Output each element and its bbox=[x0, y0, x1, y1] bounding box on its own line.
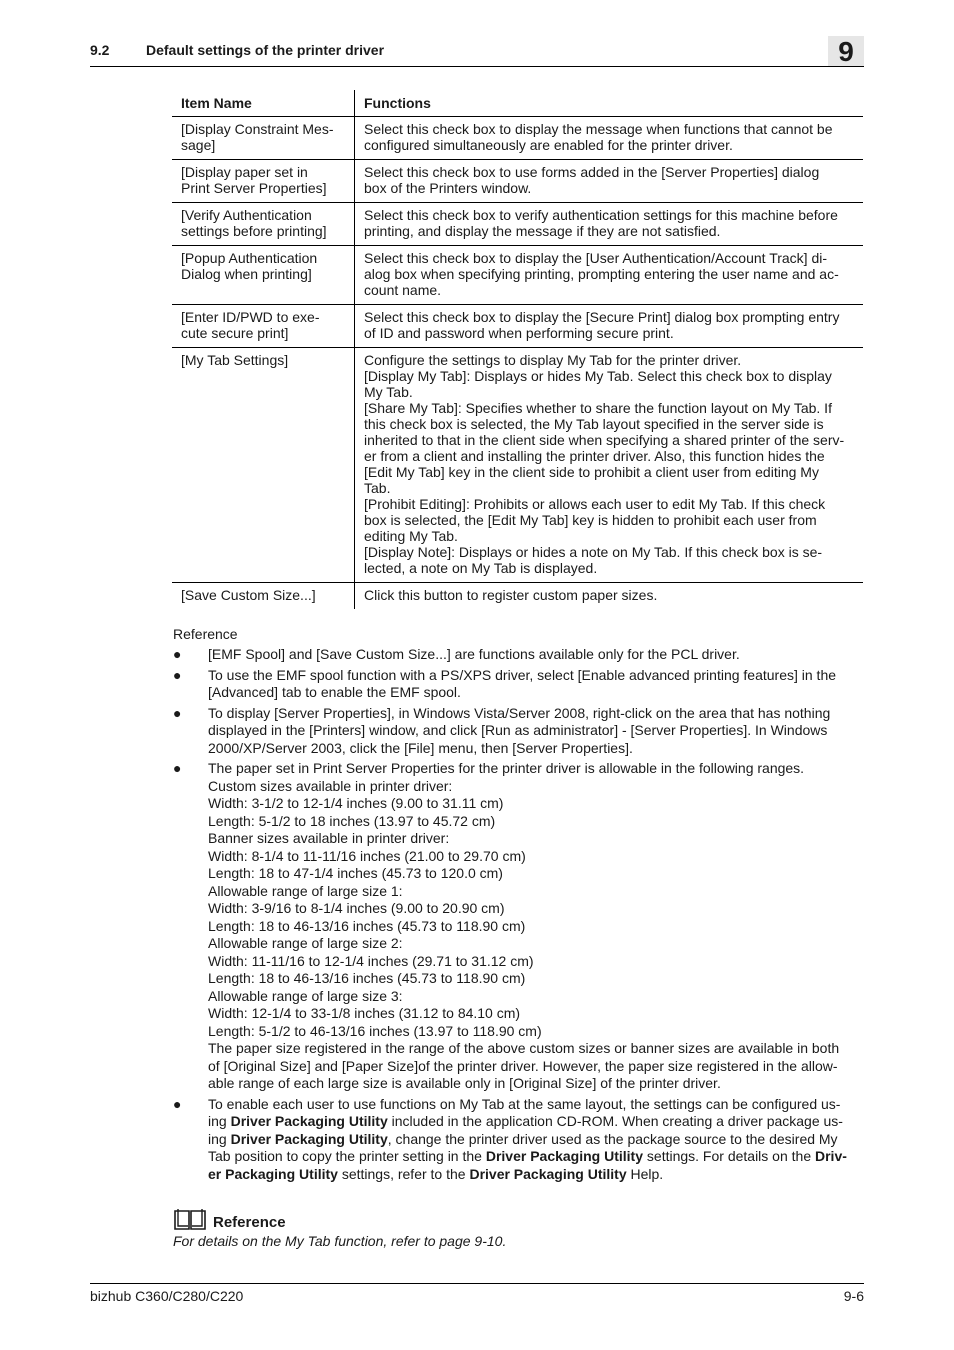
bullet-line: [EMF Spool] and [Save Custom Size...] are functions available only for the PCL driver. bbox=[208, 646, 740, 662]
bullet-line: Width: 11-11/16 to 12-1/4 inches (29.71 to 31.12 cm) bbox=[208, 952, 534, 969]
bullet-line: 2000/XP/Server 2003, click the [File] menu, then [Server Properties]. bbox=[208, 739, 633, 756]
functions-cell bbox=[355, 203, 864, 246]
bullet-dot: ● bbox=[173, 646, 182, 662]
functions-cell bbox=[355, 348, 864, 583]
section-number: 9.2 bbox=[90, 42, 110, 58]
list-item bbox=[173, 760, 865, 1093]
cell-line: [My Tab Settings] bbox=[181, 352, 289, 368]
cell-line: Dialog when printing] bbox=[181, 266, 312, 282]
cell-line: Select this check box to display the [Secure Print] dialog box prompting entry bbox=[364, 309, 840, 325]
reference-title: Reference bbox=[213, 1214, 286, 1231]
bullet-line: able range of each large size is available only in [Original Size] of the printer driver. bbox=[208, 1075, 721, 1091]
item-name-cell bbox=[172, 117, 355, 160]
bullet-line: Custom sizes available in printer driver: bbox=[208, 777, 453, 794]
reference-link-text[interactable]: For details on the My Tab function, refer to page 9-10. bbox=[173, 1233, 507, 1249]
cell-line: configured simultaneously are enabled for the printer driver. bbox=[364, 137, 733, 153]
cell-line: [Prohibit Editing]: Prohibits or allows each user to edit My Tab. If this check bbox=[364, 496, 826, 512]
cell-line: [Display paper set in bbox=[181, 164, 308, 180]
cell-line: box of the Printers window. bbox=[364, 180, 532, 196]
cell-line: Print Server Properties] bbox=[181, 180, 327, 196]
cell-line: settings before printing] bbox=[181, 223, 327, 239]
cell-line: printing, and display the message if they are not satisfied. bbox=[364, 223, 721, 239]
table-row bbox=[172, 203, 863, 246]
section-title: Default settings of the printer driver bbox=[146, 42, 385, 58]
table-row bbox=[172, 583, 863, 610]
cell-line: [Popup Authentication bbox=[181, 250, 318, 266]
bullet-line: [Advanced] tab to enable the EMF spool. bbox=[208, 684, 461, 700]
cell-line: [Edit My Tab] key in the client side to prohibit a client user from editing My bbox=[364, 464, 819, 480]
bullet-line: Width: 8-1/4 to 11-11/16 inches (21.00 to 29.70 cm) bbox=[208, 847, 526, 864]
cell-line: [Display Constraint Mes- bbox=[181, 121, 334, 137]
cell-line: My Tab. bbox=[364, 384, 413, 400]
table-row bbox=[172, 160, 863, 203]
cell-line: sage] bbox=[181, 137, 216, 153]
bullet-dot: ● bbox=[173, 704, 182, 721]
functions-cell bbox=[355, 246, 864, 305]
functions-cell bbox=[355, 117, 864, 160]
cell-line: [Display Note]: Displays or hides a note on My Tab. If this check box is se- bbox=[364, 544, 823, 560]
reference-bullet-list bbox=[173, 646, 865, 1186]
bullet-line: Width: 3-1/2 to 12-1/4 inches (9.00 to 31.11 cm) bbox=[208, 795, 504, 811]
page-header bbox=[90, 36, 864, 67]
book-icon bbox=[173, 1208, 207, 1230]
bullet-line: Length: 5-1/2 to 46-13/16 inches (13.97 to 118.90 cm) bbox=[208, 1022, 542, 1039]
cell-line: Select this check box to verify authentication settings for this machine before bbox=[364, 207, 838, 223]
table-row bbox=[172, 348, 863, 583]
bullet-dot: ● bbox=[173, 1095, 182, 1112]
list-item bbox=[173, 1096, 865, 1184]
item-name-cell bbox=[172, 203, 355, 246]
bullet-line: Length: 18 to 46-13/16 inches (45.73 to 118.90 cm) bbox=[208, 917, 526, 934]
functions-cell bbox=[355, 583, 864, 610]
bullet-line: ing Driver Packaging Utility, change the printer driver used as the package source to the desired My bbox=[208, 1130, 838, 1147]
list-item bbox=[173, 667, 865, 702]
list-item bbox=[173, 705, 865, 758]
page-number: 9-6 bbox=[843, 1288, 864, 1304]
cell-line: lected, a note on My Tab is displayed. bbox=[364, 560, 598, 576]
model-name: bizhub C360/C280/C220 bbox=[90, 1288, 244, 1304]
table-row bbox=[172, 117, 863, 160]
column-header-item-name: Item Name bbox=[172, 90, 355, 117]
cell-line: alog box when specifying printing, prompting entering the user name and ac- bbox=[364, 266, 839, 282]
cell-line: this check box is selected, the My Tab layout specified in the server side is bbox=[364, 416, 824, 432]
item-name-cell bbox=[172, 160, 355, 203]
bullet-line: of [Original Size] and [Paper Size]of the printer driver. However, the paper size registered in the allow- bbox=[208, 1057, 838, 1074]
bullet-line: Length: 5-1/2 to 18 inches (13.97 to 45.72 cm) bbox=[208, 812, 496, 829]
cell-line: Tab. bbox=[364, 480, 391, 496]
bullet-line: Allowable range of large size 1: bbox=[208, 882, 403, 899]
cell-line: Click this button to register custom paper sizes. bbox=[364, 587, 658, 603]
bullet-line: To use the EMF spool function with a PS/XPS driver, select [Enable advanced printing features] in the bbox=[208, 666, 837, 683]
bullet-line: The paper set in Print Server Properties for the printer driver is allowable in the following ranges. bbox=[208, 760, 805, 776]
functions-cell bbox=[355, 160, 864, 203]
cell-line: box is selected, the [Edit My Tab] key is hidden to prohibit each user from bbox=[364, 512, 817, 528]
list-item bbox=[173, 646, 865, 664]
item-name-cell bbox=[172, 583, 355, 610]
bullet-line: Tab position to copy the printer setting in the Driver Packaging Utility settings. For details on the Driv- bbox=[208, 1148, 847, 1164]
chapter-number: 9 bbox=[838, 36, 854, 67]
cell-line: inherited to that in the client side when specifying a shared printer of the serv- bbox=[364, 432, 845, 448]
cell-line: [Verify Authentication bbox=[181, 207, 312, 223]
column-header-functions: Functions bbox=[355, 90, 864, 117]
bullet-line: Width: 3-9/16 to 8-1/4 inches (9.00 to 20.90 cm) bbox=[208, 900, 505, 916]
cell-line: Select this check box to use forms added in the [Server Properties] dialog bbox=[364, 164, 820, 180]
cell-line: [Display My Tab]: Displays or hides My Tab. Select this check box to display bbox=[364, 368, 832, 384]
settings-table bbox=[172, 90, 863, 609]
bullet-line: er Packaging Utility settings, refer to the Driver Packaging Utility Help. bbox=[208, 1165, 664, 1182]
cell-line: editing My Tab. bbox=[364, 528, 458, 544]
cell-line: er from a client and installing the printer driver. Also, this function hides the bbox=[364, 448, 825, 464]
cell-line: cute secure print] bbox=[181, 325, 289, 341]
table-row bbox=[172, 246, 863, 305]
bullet-line: Length: 18 to 46-13/16 inches (45.73 to 118.90 cm) bbox=[208, 970, 526, 986]
cell-line: Select this check box to display the message when functions that cannot be bbox=[364, 121, 833, 137]
cell-line: count name. bbox=[364, 282, 442, 298]
reference-label: Reference bbox=[173, 626, 238, 642]
item-name-cell bbox=[172, 305, 355, 348]
bullet-line: Width: 12-1/4 to 33-1/8 inches (31.12 to 84.10 cm) bbox=[208, 1005, 521, 1021]
bullet-line: Banner sizes available in printer driver: bbox=[208, 830, 450, 846]
cell-line: Select this check box to display the [User Authentication/Account Track] di- bbox=[364, 250, 828, 266]
cell-line: of ID and password when performing secure print. bbox=[364, 325, 674, 341]
table-row bbox=[172, 305, 863, 348]
item-name-cell bbox=[172, 348, 355, 583]
bullet-line: displayed in the [Printers] window, and click [Run as administrator] - [Server Properties]. In Windows bbox=[208, 722, 828, 738]
bullet-line: Allowable range of large size 2: bbox=[208, 935, 403, 951]
bullet-dot: ● bbox=[173, 760, 182, 776]
bullet-line: Allowable range of large size 3: bbox=[208, 987, 403, 1004]
cell-line: Configure the settings to display My Tab for the printer driver. bbox=[364, 352, 742, 368]
bullet-line: Length: 18 to 47-1/4 inches (45.73 to 120.0 cm) bbox=[208, 865, 503, 881]
bullet-line: ing Driver Packaging Utility included in the application CD-ROM. When creating a driver package us- bbox=[208, 1113, 843, 1129]
bullet-dot: ● bbox=[173, 666, 182, 683]
bullet-line: The paper size registered in the range of the above custom sizes or banner sizes are available in both bbox=[208, 1040, 840, 1056]
item-name-cell bbox=[172, 246, 355, 305]
bullet-line: To display [Server Properties], in Windows Vista/Server 2008, right-click on the area that has nothing bbox=[208, 704, 831, 721]
page-footer bbox=[90, 1283, 864, 1308]
cell-line: [Save Custom Size...] bbox=[181, 587, 316, 603]
cell-line: [Share My Tab]: Specifies whether to share the function layout on My Tab. If bbox=[364, 400, 832, 416]
bullet-line: To enable each user to use functions on My Tab at the same layout, the settings can be configured us- bbox=[208, 1095, 841, 1112]
functions-cell bbox=[355, 305, 864, 348]
table-header-row bbox=[172, 90, 863, 117]
cell-line: [Enter ID/PWD to exe- bbox=[181, 309, 320, 325]
